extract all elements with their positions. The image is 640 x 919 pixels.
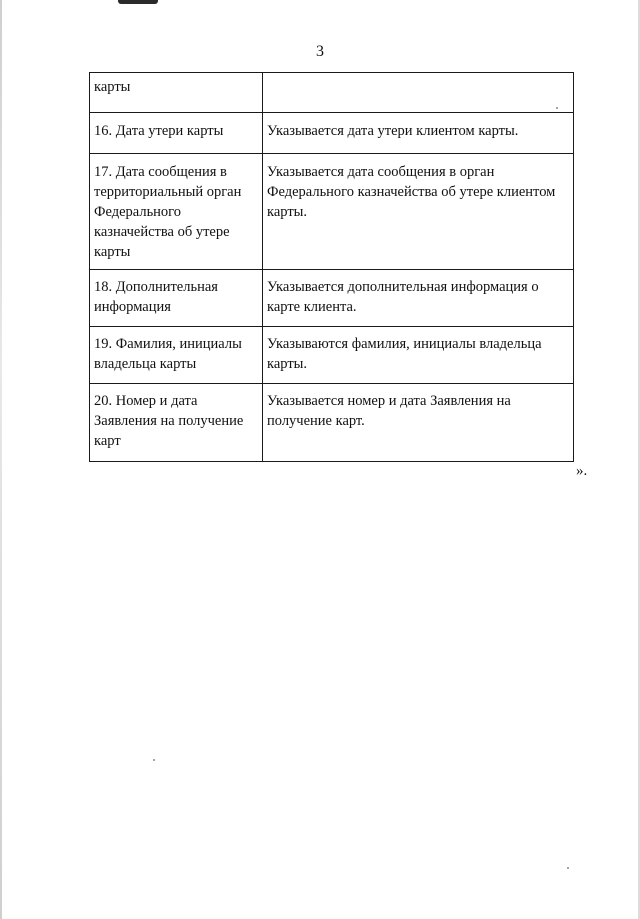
description-cell: Указывается номер и дата Заявления на получение карт.	[263, 384, 574, 462]
field-cell: 18. Дополнительная информация	[90, 270, 263, 327]
scan-artifact	[118, 0, 158, 4]
table-row	[90, 73, 574, 113]
field-cell: 16. Дата утери карты	[90, 113, 263, 154]
field-cell: карты	[90, 73, 263, 113]
description-cell: Указываются фамилия, инициалы владельца карты.	[263, 327, 574, 384]
page-number: 3	[316, 43, 324, 60]
table-row	[90, 384, 574, 462]
document-table	[89, 72, 574, 462]
table-row	[90, 113, 574, 154]
scan-speck	[153, 759, 155, 761]
field-cell: 17. Дата сообщения в территориальный орган Федерального казначейства об утере карты	[90, 154, 263, 270]
field-cell: 19. Фамилия, инициалы владельца карты	[90, 327, 263, 384]
table-row	[90, 270, 574, 327]
description-cell	[263, 73, 574, 113]
table-row	[90, 327, 574, 384]
table-row	[90, 154, 574, 270]
scan-edge-left	[0, 0, 2, 919]
scan-speck	[567, 867, 569, 869]
scan-speck	[556, 107, 558, 109]
description-cell: Указывается дата сообщения в орган Федерального казначейства об утере клиентом карты.	[263, 154, 574, 270]
field-cell: 20. Номер и дата Заявления на получение карт	[90, 384, 263, 462]
description-cell: Указывается дополнительная информация о карте клиента.	[263, 270, 574, 327]
closing-quote: ».	[576, 463, 588, 479]
description-cell: Указывается дата утери клиентом карты.	[263, 113, 574, 154]
